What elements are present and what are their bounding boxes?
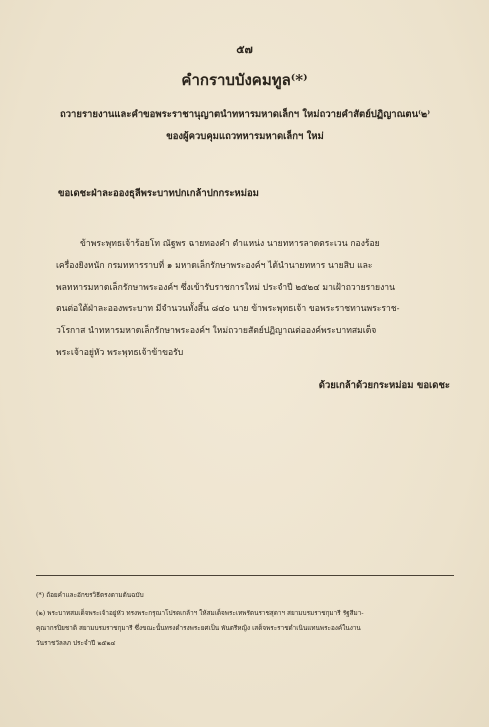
document-title: คำกราบบังคมทูล⁽*⁾ [181, 71, 308, 89]
body-line: ข้าพระพุทธเจ้าร้อยโท ณัฐพร ฉายทองคำ ตำแหน่ง นายทหารลาดตระเวน กองร้อย [80, 239, 380, 249]
footnote: (*) ถ้อยคำและอักขรวิธีตรงตามต้นฉบับ [36, 591, 144, 599]
subtitle-line-1: ถวายรายงานและคำขอพระราชานุญาตนำทหารมหาดเล็กฯ ใหม่ถวายคำสัตย์ปฏิญาณตน⁽๒⁾ [59, 109, 431, 120]
footnote-divider [36, 575, 454, 576]
body-line: พลทหารมหาดเล็กรักษาพระองค์ฯ ซึ่งเข้ารับราชการใหม่ ประจำปี ๒๕๒๔ มาเฝ้าถวายรายงาน [56, 283, 395, 293]
body-line: เครื่องยิงหนัก กรมทหารราบที่ ๑ มหาดเล็กรักษาพระองค์ฯ ได้นำนายทหาร นายสิบ และ [56, 261, 373, 271]
footnote: คุณากรปิยชาติ สยามบรมราชกุมารี ซึ่งขณะนั้นทรงดำรงพระยศเป็น พันตรีหญิง เสด็จพระราชดำเนินแทนพระองค์ในงาน [36, 624, 361, 632]
subtitle-line-2: ของผู้ควบคุมแถวทหารมหาดเล็กฯ ใหม่ [166, 131, 324, 142]
footnote: วันราชวัลลภ ประจำปี ๒๕๒๔ [36, 639, 116, 647]
body-line: วโรกาส นำทหารมหาดเล็กรักษาพระองค์ฯ ใหม่ถวายสัตย์ปฏิญาณต่อองค์พระบาทสมเด็จ [56, 326, 377, 336]
salutation: ขอเดชะฝ่าละอองธุลีพระบาทปกเกล้าปกกระหม่อม [58, 188, 259, 199]
body-line: พระเจ้าอยู่หัว พระพุทธเจ้าข้าขอรับ [56, 348, 184, 358]
body-line: ตนต่อใต้ฝ่าละอองพระบาท มีจำนวนทั้งสิ้น ๘๔๐ นาย ข้าพระพุทธเจ้า ขอพระราชทานพระราช- [56, 304, 400, 314]
closing-line: ด้วยเกล้าด้วยกระหม่อม ขอเดชะ [318, 380, 450, 391]
footnote: (๒) พระบาทสมเด็จพระเจ้าอยู่หัว ทรงพระกรุณาโปรดเกล้าฯ ให้สมเด็จพระเทพรัตนราชสุดาฯ สยามบรมราชกุมารี รัฐสีมา- [36, 609, 364, 617]
page-number: ๕๗ [236, 43, 253, 56]
